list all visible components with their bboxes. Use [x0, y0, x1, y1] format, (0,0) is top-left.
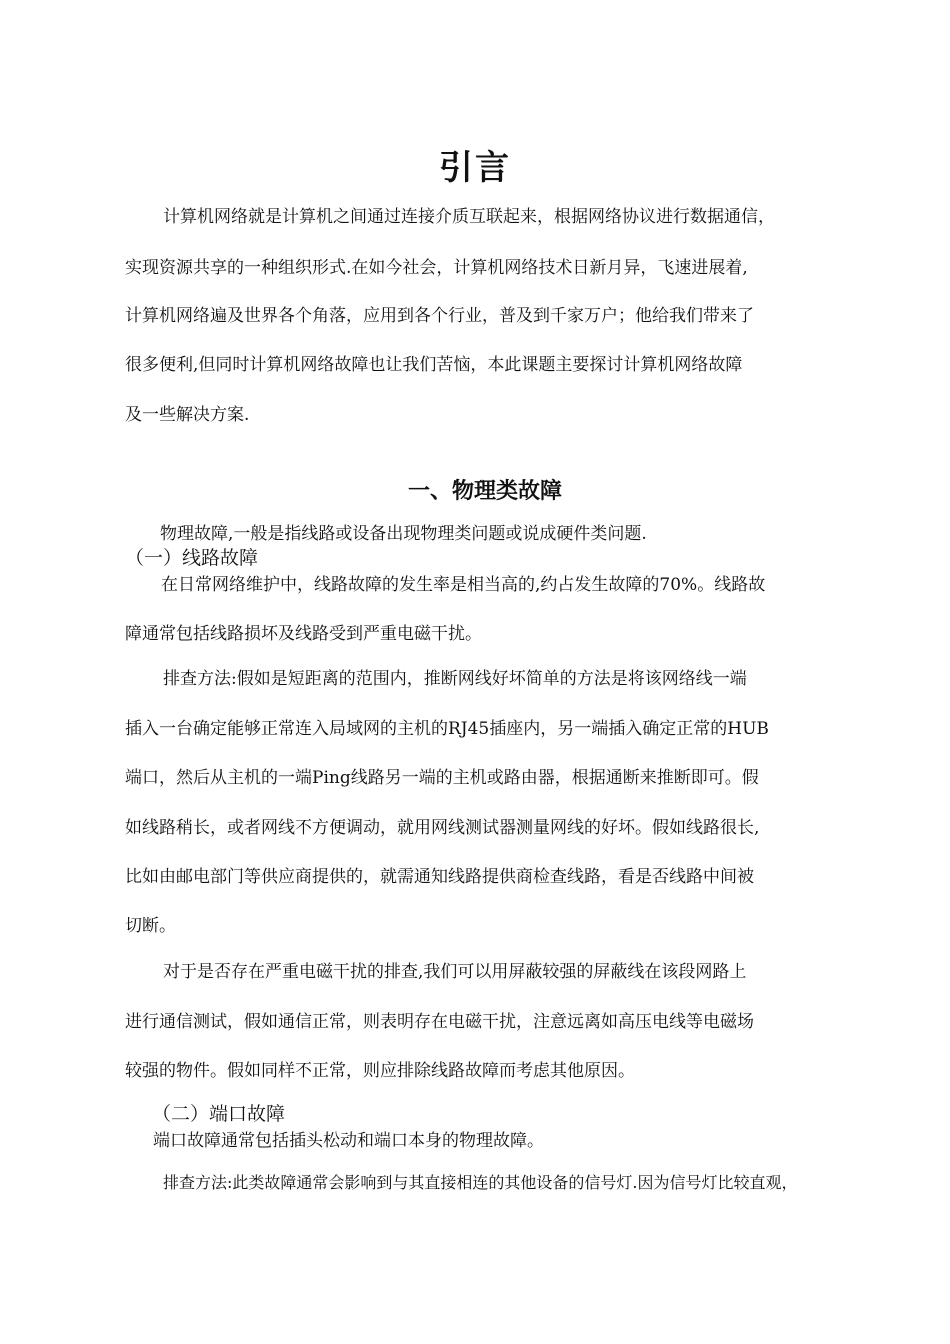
intro-line-5: 及一些解决方案.: [125, 405, 250, 425]
sub1-line-4: 插入一台确定能够正常连入局域网的主机的RJ45插座内，另一端插入确定正常的HUB: [125, 719, 769, 739]
sub2-line-1: 端口故障通常包括插头松动和端口本身的物理故障。: [153, 1131, 544, 1151]
sub1-line-2: 障通常包括线路损坏及线路受到严重电磁干扰。: [125, 624, 482, 644]
sub1-line-5: 端口，然后从主机的一端Ping线路另一端的主机或路由器，根据通断来推断即可。假: [125, 768, 759, 788]
intro-line-2: 实现资源共享的一种组织形式.在如今社会，计算机网络技术日新月异，飞速进展着,: [125, 258, 748, 278]
sub2-line-2: 排查方法:此类故障通常会影响到与其直接相连的其他设备的信号灯.因为信号灯比较直观，: [163, 1173, 798, 1192]
sub1-line-11: 较强的物件。假如同样不正常，则应排除线路故障而考虑其他原因。: [125, 1061, 635, 1081]
sub1-line-1: 在日常网络维护中，线路故障的发生率是相当高的,约占发生故障的70%。线路故: [161, 575, 766, 595]
section-title-physical-faults: 一、物理类故障: [407, 479, 562, 504]
sub1-line-8: 切断。: [125, 916, 176, 936]
intro-line-4: 很多便利,但同时计算机网络故障也让我们苦恼，本此课题主要探讨计算机网络故障: [125, 355, 743, 375]
intro-line-1: 计算机网络就是计算机之间通过连接介质互联起来，根据网络协议进行数据通信，: [163, 207, 775, 227]
sub1-line-7: 比如由邮电部门等供应商提供的，就需通知线路提供商检查线路，看是否线路中间被: [125, 867, 754, 887]
subsection-title-port-faults: （二）端口故障: [152, 1103, 286, 1125]
subsection-title-line-faults: （一）线路故障: [125, 547, 259, 569]
section1-intro: 物理故障,一般是指线路或设备出现物理类问题或说成硬件类问题.: [160, 524, 647, 544]
sub1-line-3: 排查方法:假如是短距离的范围内，推断网线好坏简单的方法是将该网络线一端: [163, 669, 747, 689]
sub1-line-9: 对于是否存在严重电磁干扰的排查,我们可以用屏蔽较强的屏蔽线在该段网路上: [163, 962, 747, 982]
page-title: 引言: [439, 148, 511, 188]
sub1-line-6: 如线路稍长，或者网线不方便调动，就用网线测试器测量网线的好坏。假如线路很长,: [125, 818, 760, 838]
sub1-line-10: 进行通信测试，假如通信正常，则表明存在电磁干扰，注意远离如高压电线等电磁场: [125, 1012, 754, 1032]
intro-line-3: 计算机网络遍及世界各个角落，应用到各个行业，普及到千家万户；他给我们带来了: [125, 306, 754, 326]
